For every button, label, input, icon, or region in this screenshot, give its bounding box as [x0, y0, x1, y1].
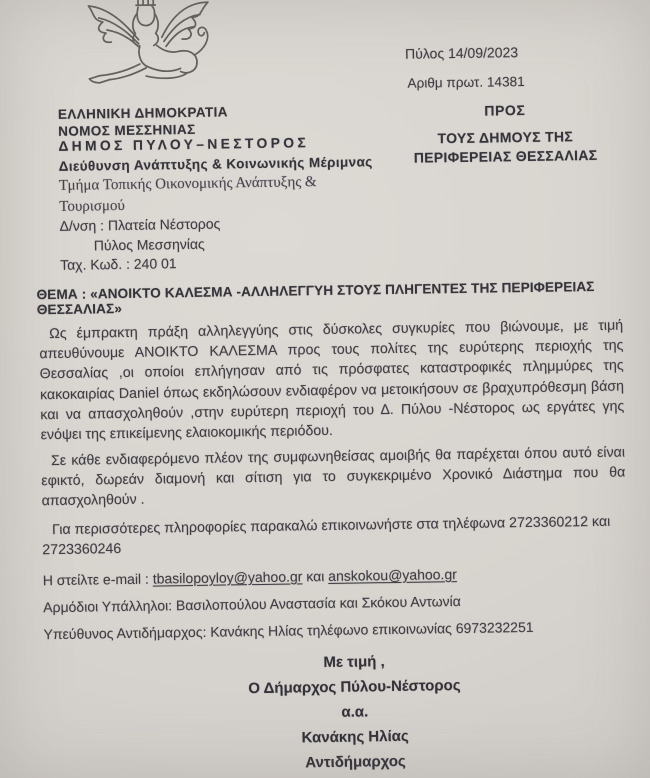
body-paragraph-3: Για περισσότερες πληροφορίες παρακαλώ επικοινωνήστε στα τηλέφωνα 2723360212 και 2723360246	[42, 513, 611, 559]
protocol-number: Αριθμ πρωτ. 14381	[407, 74, 525, 91]
email-contact-line	[43, 563, 633, 588]
recipient-line1: ΤΟΥΣ ΔΗΜΟΥΣ ΤΗΣ	[437, 128, 574, 147]
sender-municipality: ΔΗΜΟΣ ΠΥΛΟΥ–ΝΕΣΤΟΡΟΣ	[58, 135, 310, 154]
signature-block	[44, 645, 650, 778]
body-paragraph-1: Ως έμπρακτη πράξη αλληλεγγύης στις δύσκολες συγκυρίες που βιώνουμε, με τιμή απευθύνουμε ΑΝΟΙΚΤΟ ΚΑΛΕΣΜΑ προς τους πολίτες της ευρύτερης περιοχής της Θεσσαλίας ,οι οποίοι επλήγησαν από τις πρόσφατες καταστροφικές πλημμύρες της κακοκαιρίας Daniel όπως εκδηλώσουν ενδιαφέρον να μετοικήσουν σε βραχυπρόθεσμη βάση και να απασχοληθούν ,στην ευρύτερη περιοχή του Δ. Πύλου -Νέστορος ως εργάτες γης ενόψει της επικείμενης ελαιοκομικής περιόδου.	[39, 317, 625, 444]
signature-closing: Με τιμή ,	[323, 653, 385, 672]
reference-header-block	[380, 42, 630, 167]
recipient-line2: ΠΕΡΙΦΕΡΕΙΑΣ ΘΕΣΣΑΛΙΑΣ	[413, 146, 598, 166]
body-paragraph-2: Σε κάθε ενδιαφερόμενο πλέον της συμφωνηθείσας αμοιβής θα παρέχεται όπου αυτό είναι εφικτό, δωρεάν διαμονή και σίτιση για το συγκεκριμένο Χρονικό Διάστημα που θα απασχοληθούν .	[41, 444, 626, 510]
signature-role: Αντιδήμαρχος	[305, 752, 406, 772]
subject-line: ΘΕΜΑ : «ΑΝΟΙΚΤΟ ΚΑΛΕΣΜΑ -ΑΛΛΗΛΕΓΓΥΗ ΣΤΟΥΣ ΠΛΗΓΕΝΤΕΣ ΤΗΣ ΠΕΡΙΦΕΡΕΙΑΣ ΘΕΣΣΑΛΙΑΣ»	[36, 278, 595, 318]
sender-header-block	[58, 102, 405, 274]
sender-prefecture: ΝΟΜΟΣ ΜΕΣΣΗΝΙΑΣ	[58, 121, 196, 139]
sender-department-line2: Τουρισμού	[59, 197, 126, 215]
sender-address: Δ/νση : Πλατεία Νέστορος	[59, 215, 221, 234]
sender-postal-code: Ταχ. Κωδ. : 240 01	[60, 255, 177, 273]
sender-city: Πύλος Μεσσηνίας	[93, 235, 205, 253]
responsible-deputy-mayor-line: Υπεύθυνος Αντιδήμαρχος: Κανάκης Ηλίας τηλέφωνο επικοινωνίας 6973232251	[43, 618, 534, 643]
responsible-officials-line: Αρμόδιοι Υπάλληλοι: Βασιλοπούλου Αναστασία και Σκόκου Αντωνία	[43, 593, 461, 616]
sender-country: ΕΛΛΗΝΙΚΗ ΔΗΜΟΚΡΑΤΙΑ	[57, 104, 228, 122]
sender-directorate: Διεύθυνση Ανάπτυξης & Κοινωνικής Μέριμνας	[58, 153, 373, 174]
email-line-conjunction: και	[302, 567, 329, 585]
email-line-prefix: Η στείλτε e-mail :	[42, 570, 153, 589]
signature-by-order: α.α.	[341, 703, 369, 721]
signature-mayor-title: Ο Δήμαρχος Πύλου-Νέστορος	[248, 677, 461, 698]
sender-department-line1: Τμήμα Τοπικής Οικονομικής Ανάπτυξης &	[58, 174, 317, 194]
winged-sphinx-emblem-icon	[80, 0, 233, 96]
recipient-label: ΠΡΟΣ	[484, 101, 526, 119]
email-address-1: tbasilopoyloy@yahoo.gr	[152, 568, 303, 587]
place-and-date: Πύλος 14/09/2023	[404, 44, 519, 62]
email-address-2: anskokou@yahoo.gr	[328, 566, 457, 584]
signature-name: Κανάκης Ηλίας	[301, 727, 409, 747]
